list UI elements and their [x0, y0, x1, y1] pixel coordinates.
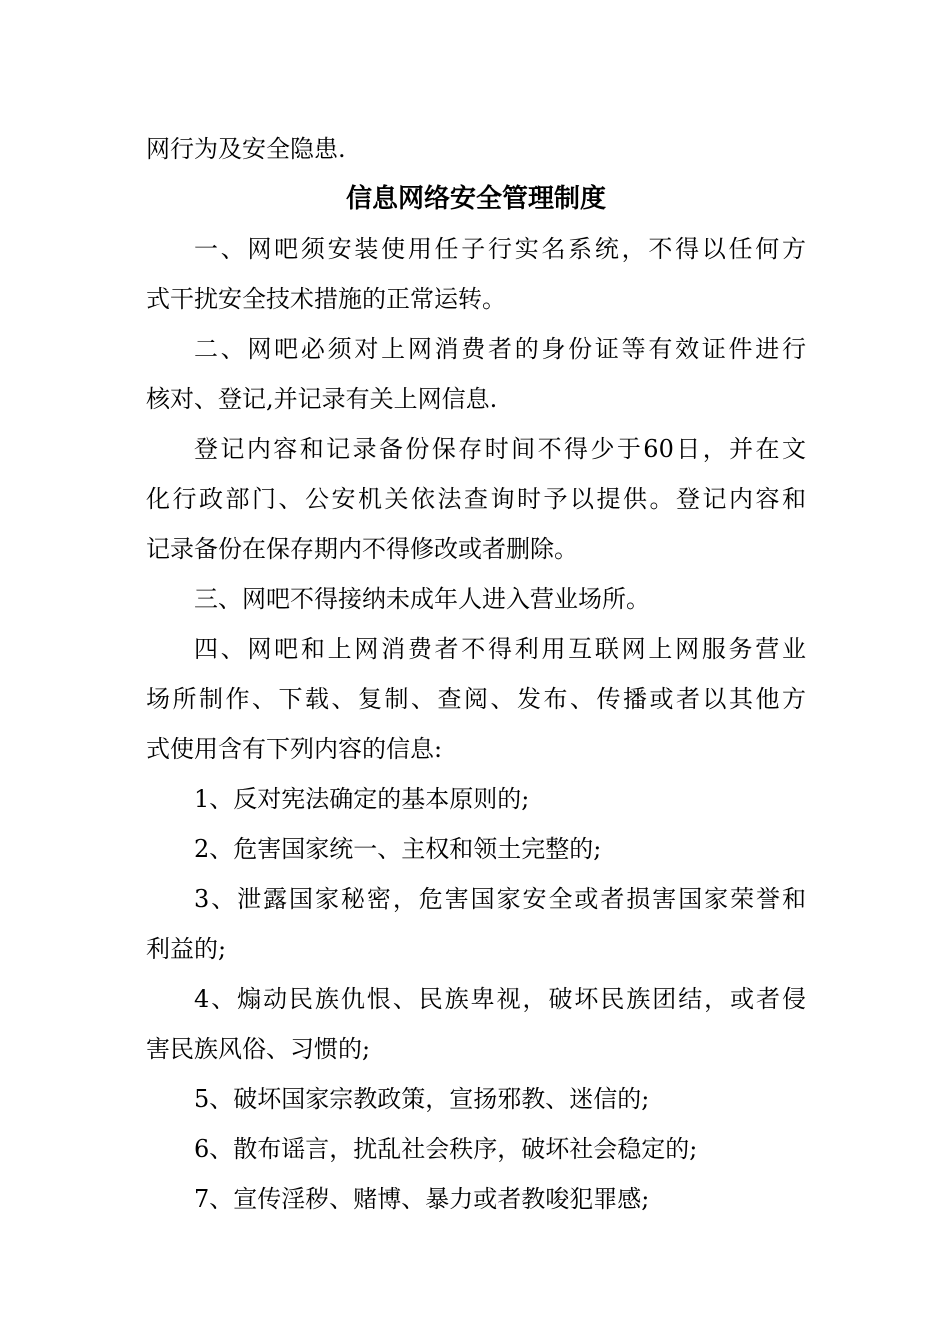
list-item: 4、煽动民族仇恨、民族卑视，破坏民族团结，或者侵 — [194, 985, 806, 1013]
list-item: 6、散布谣言，扰乱社会秩序，破坏社会稳定的; — [194, 1135, 698, 1163]
paragraph-line: 核对、登记,并记录有关上网信息. — [146, 385, 498, 413]
paragraph-line: 三、网吧不得接纳未成年人进入营业场所。 — [194, 585, 650, 613]
paragraph-line: 式干扰安全技术措施的正常运转。 — [146, 285, 506, 313]
paragraph-line: 一、网吧须安装使用任子行实名系统，不得以任何方 — [194, 235, 806, 263]
paragraph-line: 网行为及安全隐患. — [146, 135, 346, 163]
paragraph-line: 二、网吧必须对上网消费者的身份证等有效证件进行 — [194, 335, 806, 363]
paragraph-line: 登记内容和记录备份保存时间不得少于60日，并在文 — [194, 435, 806, 463]
document-title: 信息网络安全管理制度 — [345, 184, 606, 214]
paragraph-line: 四、网吧和上网消费者不得利用互联网上网服务营业 — [194, 635, 806, 663]
document-page — [146, 124, 806, 1224]
list-item: 5、破坏国家宗教政策，宣扬邪教、迷信的; — [194, 1085, 650, 1113]
list-item: 1、反对宪法确定的基本原则的; — [194, 785, 530, 813]
list-item-continuation: 害民族风俗、习惯的; — [146, 1035, 371, 1063]
list-item: 3、泄露国家秘密，危害国家安全或者损害国家荣誉和 — [194, 885, 806, 913]
list-item-continuation: 利益的; — [146, 935, 227, 963]
paragraph-line: 式使用含有下列内容的信息: — [146, 735, 443, 763]
paragraph-line: 化行政部门、公安机关依法查询时予以提供。登记内容和 — [146, 485, 806, 513]
list-item: 2、危害国家统一、主权和领土完整的; — [194, 835, 602, 863]
paragraph-line: 场所制作、下载、复制、查阅、发布、传播或者以其他方 — [146, 685, 806, 713]
list-item: 7、宣传淫秽、赌博、暴力或者教唆犯罪感; — [194, 1185, 650, 1213]
paragraph-line: 记录备份在保存期内不得修改或者删除。 — [146, 535, 578, 563]
